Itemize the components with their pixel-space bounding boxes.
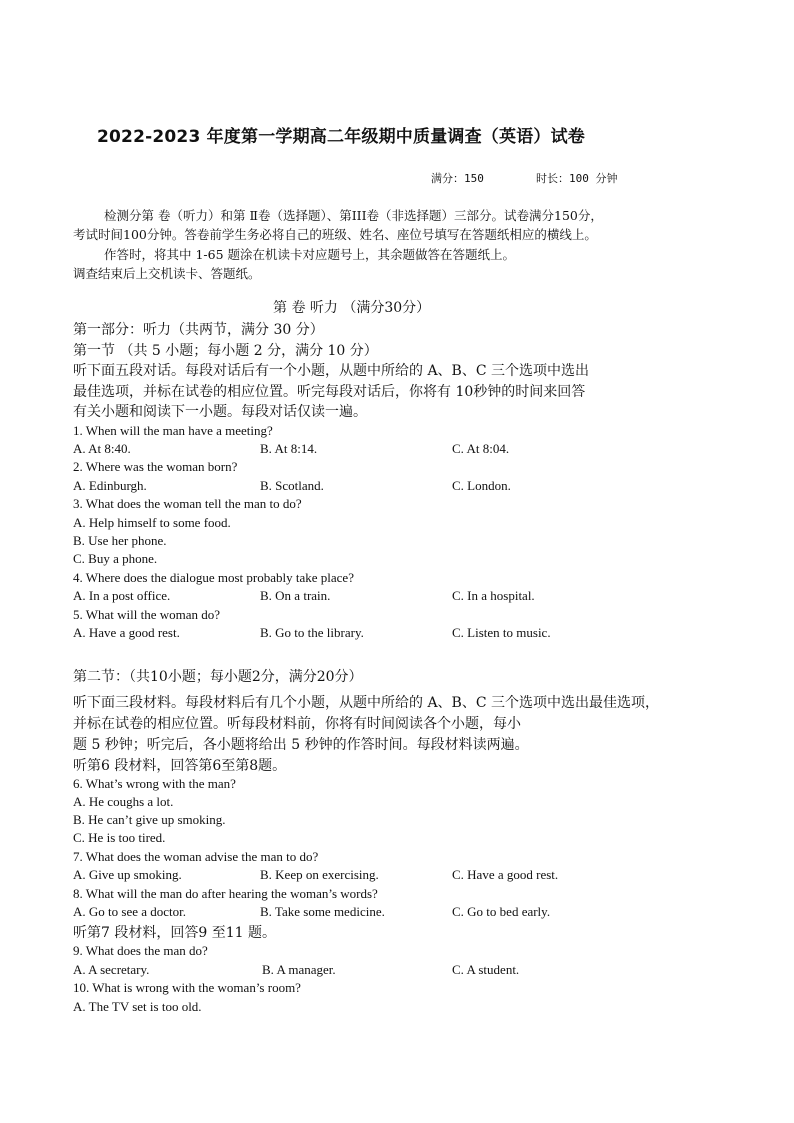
question-stem: 4. Where does the dialogue most probably take place?: [73, 570, 354, 585]
section2-directions-1: 听下面三段材料。每段材料后有几个小题，从题中所给的 A、B、C 三个选项中选出最佳选项，: [73, 695, 660, 711]
option-c: C. He is too tired.: [73, 830, 166, 845]
material-6-instruction: 听第6 段材料，回答第6至第8题。: [73, 758, 287, 774]
option-a: A. The TV set is too old.: [73, 999, 202, 1014]
section2-heading: 第二节：（共10小题；每小题2分，满分20分）: [73, 669, 363, 685]
question-stem: 1. When will the man have a meeting?: [73, 423, 273, 438]
section1-directions-1: 听下面五段对话。每段对话后有一个小题，从题中所给的 A、B、C 三个选项中选出: [73, 363, 590, 379]
option-a: A. A secretary.: [73, 962, 150, 977]
option-b: B. Scotland.: [260, 478, 324, 493]
option-a: A. In a post office.: [73, 588, 171, 603]
question-stem: 3. What does the woman tell the man to do?: [73, 496, 302, 511]
question-stem: 8. What will the man do after hearing the woman’s words?: [73, 886, 378, 901]
question-stem: 7. What does the woman advise the man to do?: [73, 849, 319, 864]
option-b: B. He can’t give up smoking.: [73, 812, 226, 827]
section1-directions-2: 最佳选项，并标在试卷的相应位置。听完每段对话后，你将有 10秒钟的时间来回答: [73, 384, 586, 400]
option-a: A. Go to see a doctor.: [73, 904, 187, 919]
option-c: C. Have a good rest.: [452, 867, 559, 882]
question-stem: 10. What is wrong with the woman’s room?: [73, 980, 301, 995]
part1-heading: 第 卷 听力 （满分30分）: [273, 300, 431, 316]
full-score: 满分：150: [431, 172, 484, 185]
section2-directions-3: 题 5 秒钟；听完后，各小题将给出 5 秒钟的作答时间。每段材料读两遍。: [73, 737, 529, 753]
section-one-heading: 第一部分：听力（共两节，满分 30 分）: [73, 322, 324, 338]
question-stem: 2. Where was the woman born?: [73, 459, 238, 474]
instruction-line-4: 调查结束后上交机读卡、答题纸。: [73, 266, 261, 281]
instruction-line-1: 检测分第 卷（听力）和第 Ⅱ卷（选择题）、第III卷（非选择题）三部分。试卷满分150分，: [104, 208, 603, 223]
section2-directions-2: 并标在试卷的相应位置。听每段材料前，你将有时间阅读各个小题，每小: [73, 716, 521, 732]
section1-directions-3: 有关小题和阅读下一小题。每段对话仅读一遍。: [73, 404, 367, 420]
option-b: B. At 8:14.: [260, 441, 318, 456]
option-a: A. He coughs a lot.: [73, 794, 174, 809]
option-c: C. Buy a phone.: [73, 551, 158, 566]
instruction-line-2: 考试时间100分钟。答卷前学生务必将自己的班级、姓名、座位号填写在答题纸相应的横线上。: [73, 227, 597, 242]
duration: 时长：100 分钟: [536, 172, 618, 185]
page-title: 2022-2023 年度第一学期高二年级期中质量调查（英语）试卷: [97, 127, 586, 147]
option-c: C. Listen to music.: [452, 625, 551, 640]
option-b: B. Take some medicine.: [260, 904, 385, 919]
option-c: C. Go to bed early.: [452, 904, 551, 919]
option-a: A. Give up smoking.: [73, 867, 182, 882]
section1-heading: 第一节 （共 5 小题；每小题 2 分，满分 10 分）: [73, 343, 378, 359]
option-b: B. Use her phone.: [73, 533, 167, 548]
option-b: B. On a train.: [260, 588, 331, 603]
instruction-line-3: 作答时，将其中 1-65 题涂在机读卡对应题号上，其余题做答在答题纸上。: [104, 247, 516, 262]
material-7-instruction: 听第7 段材料，回答9 至11 题。: [73, 925, 276, 941]
option-b: B. A manager.: [262, 962, 336, 977]
option-c: C. At 8:04.: [452, 441, 510, 456]
option-c: C. A student.: [452, 962, 520, 977]
question-stem: 6. What’s wrong with the man?: [73, 776, 236, 791]
option-a: A. At 8:40.: [73, 441, 131, 456]
option-a: A. Have a good rest.: [73, 625, 180, 640]
option-a: A. Edinburgh.: [73, 478, 147, 493]
option-c: C. London.: [452, 478, 511, 493]
question-stem: 9. What does the man do?: [73, 943, 208, 958]
option-b: B. Keep on exercising.: [260, 867, 379, 882]
option-a: A. Help himself to some food.: [73, 515, 231, 530]
question-stem: 5. What will the woman do?: [73, 607, 221, 622]
option-b: B. Go to the library.: [260, 625, 364, 640]
option-c: C. In a hospital.: [452, 588, 535, 603]
